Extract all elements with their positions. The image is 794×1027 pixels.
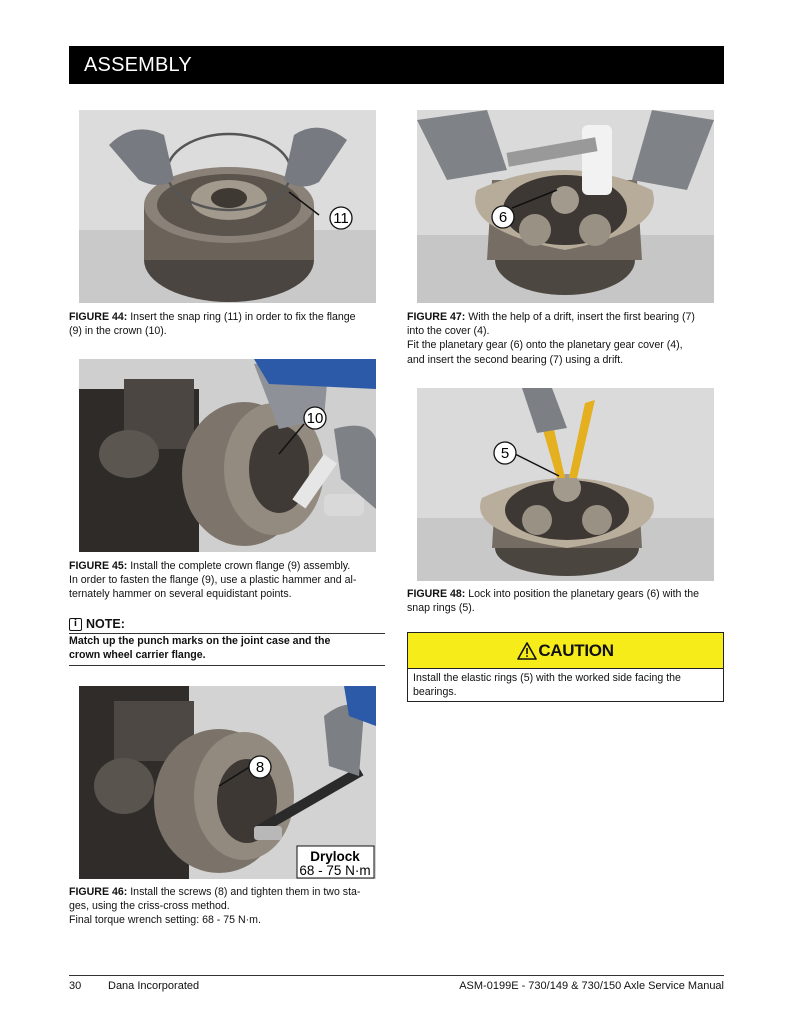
info-icon: i [69,618,82,631]
figure-44-line-1: Insert the snap ring (11) in order to fix the flange [130,311,356,323]
caution-line-2: bearings. [413,685,457,698]
figure-48-photo [417,388,714,581]
figure-46-photo [79,686,376,879]
note-title: NOTE: [86,617,125,631]
figure-44-caption [69,310,389,338]
figure-48-callout: 5 [500,445,510,462]
figure-48-label: FIGURE 48: [407,588,466,600]
figure-46-line-1: Install the screws (8) and tighten them in two sta- [130,886,361,898]
figure-46-callout: 8 [255,759,265,776]
figure-47-line-1: With the help of a drift, insert the first bearing (7) [468,311,695,323]
note-heading [69,616,385,634]
figure-47-caption [407,310,729,367]
note-line-2: crown wheel carrier flange. [69,649,206,662]
figure-46-line-2: ges, using the criss-cross method. [69,900,230,913]
figure-45-line-3: ternately hammer on several equidistant points. [69,588,292,601]
figure-45-line-2: In order to fasten the flange (9), use a plastic hammer and al- [69,574,357,587]
figure-47-line-3: Fit the planetary gear (6) onto the planetary gear cover (4), [407,339,683,352]
note-line-1: Match up the punch marks on the joint case and the [69,635,331,647]
figure-47-photo [417,110,714,303]
figure-48-line-2: snap rings (5). [407,602,475,615]
footer-divider [69,975,724,976]
figure-44-label: FIGURE 44: [69,311,128,323]
section-title: ASSEMBLY [84,54,192,76]
warning-triangle-icon [517,642,537,660]
figure-44-photo [79,110,376,303]
figure-47-label: FIGURE 47: [407,311,466,323]
figure-44-callout: 11 [333,210,349,227]
drylock-title: Drylock [310,849,360,864]
figure-47-line-2: into the cover (4). [407,325,490,338]
figure-45-caption [69,559,389,602]
caution-body [408,669,723,702]
caution-line-1: Install the elastic rings (5) with the worked side facing the [413,672,681,684]
footer-page-number: 30 [69,980,82,992]
caution-heading [408,633,723,669]
footer-company: Dana Incorporated [108,980,200,992]
caution-box [407,632,724,702]
figure-44-line-2: (9) in the crown (10). [69,325,167,338]
note-body [69,634,385,666]
figure-46-label: FIGURE 46: [69,886,128,898]
figure-45-callout: 10 [306,410,324,427]
figure-48-line-1: Lock into position the planetary gears (6) with the [468,588,700,600]
figure-46-line-3: Final torque wrench setting: 68 - 75 N·m. [69,914,261,927]
figure-48-caption [407,587,729,615]
figure-47-callout: 6 [498,209,508,226]
figure-45-label: FIGURE 45: [69,560,128,572]
drylock-value: 68 - 75 N·m [299,863,371,878]
figure-45-line-1: Install the complete crown flange (9) assembly. [130,560,351,572]
figure-47-line-4: and insert the second bearing (7) using a drift. [407,353,624,366]
figure-45-photo [79,359,376,552]
figure-46-caption [69,885,389,928]
footer-manual-title: ASM-0199E - 730/149 & 730/150 Axle Service Manual [459,980,724,992]
section-title-banner [69,46,724,84]
caution-title: CAUTION [538,640,614,660]
